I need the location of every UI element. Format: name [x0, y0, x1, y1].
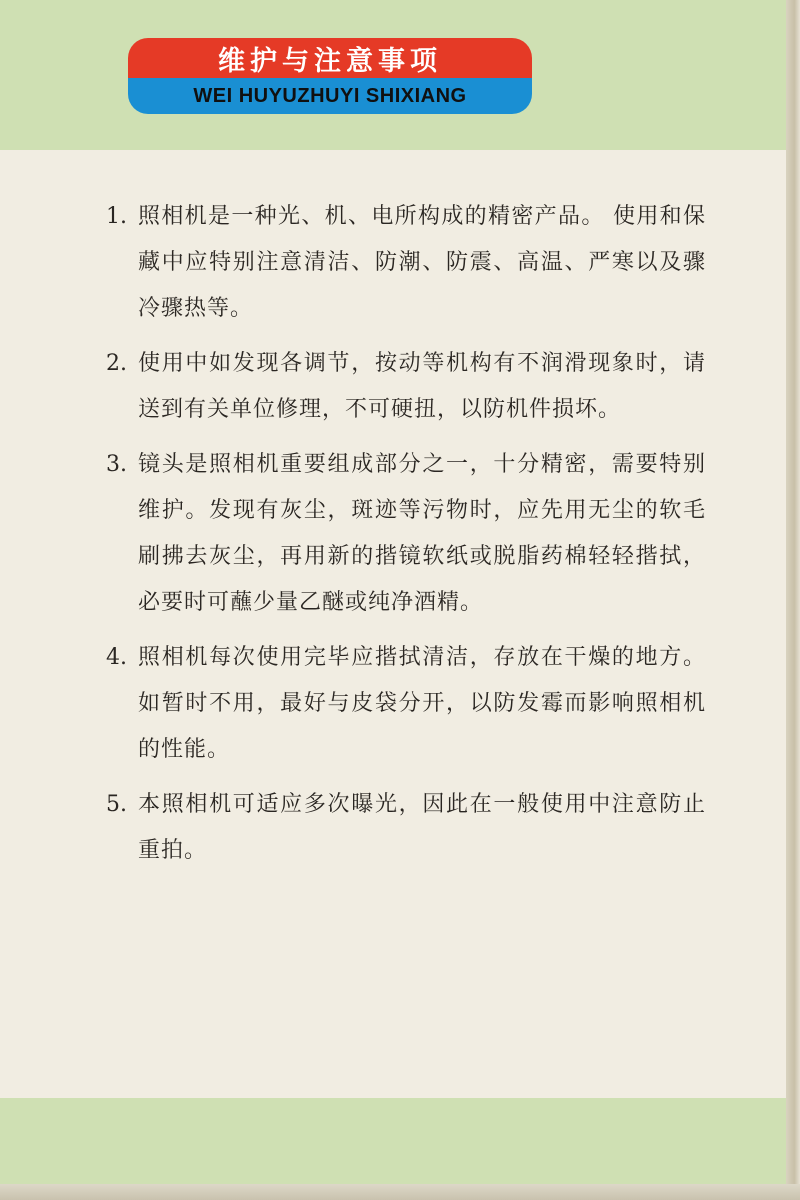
badge-bottom-blue — [128, 78, 532, 114]
item-text: 使用中如发现各调节，按动等机构有不润滑现象时，请送到有关单位修理，不可硬扭，以防机件损坏。 — [138, 351, 706, 422]
item-number: 4. — [106, 645, 127, 670]
list-item — [106, 782, 706, 874]
item-number: 2. — [106, 351, 127, 376]
item-text: 照相机每次使用完毕应揩拭清洁，存放在干燥的地方。如暂时不用，最好与皮袋分开，以防发霉而影响照相机的性能。 — [138, 645, 706, 762]
list-item — [106, 194, 706, 332]
list-item — [106, 635, 706, 773]
item-number: 3. — [106, 452, 127, 477]
item-text: 镜头是照相机重要组成部分之一，十分精密，需要特别维护。发现有灰尘，斑迹等污物时，应先用无尘的软毛刷拂去灰尘，再用新的揩镜软纸或脱脂药棉轻轻揩拭，必要时可蘸少量乙醚或纯净酒精。 — [138, 452, 706, 615]
maintenance-notes-list — [106, 194, 706, 883]
badge-top-red — [128, 38, 532, 78]
item-text: 照相机是一种光、机、电所构成的精密产品。 使用和保藏中应特别注意清洁、防潮、防震、高温、严寒以及骤冷骤热等。 — [138, 204, 706, 321]
list-item — [106, 341, 706, 433]
section-title-badge — [128, 38, 532, 114]
item-text: 本照相机可适应多次曝光，因此在一般使用中注意防止重拍。 — [138, 792, 706, 863]
item-number: 5. — [106, 792, 127, 817]
bottom-green-band — [0, 1098, 786, 1184]
page-edge-bottom — [0, 1184, 800, 1200]
item-number: 1. — [106, 204, 127, 229]
page-subtitle-pinyin: WEI HUYUZHUYI SHIXIANG — [193, 84, 467, 107]
page-title: 维护与注意事项 — [218, 45, 442, 77]
page-edge-right — [786, 0, 800, 1200]
list-item — [106, 442, 706, 626]
